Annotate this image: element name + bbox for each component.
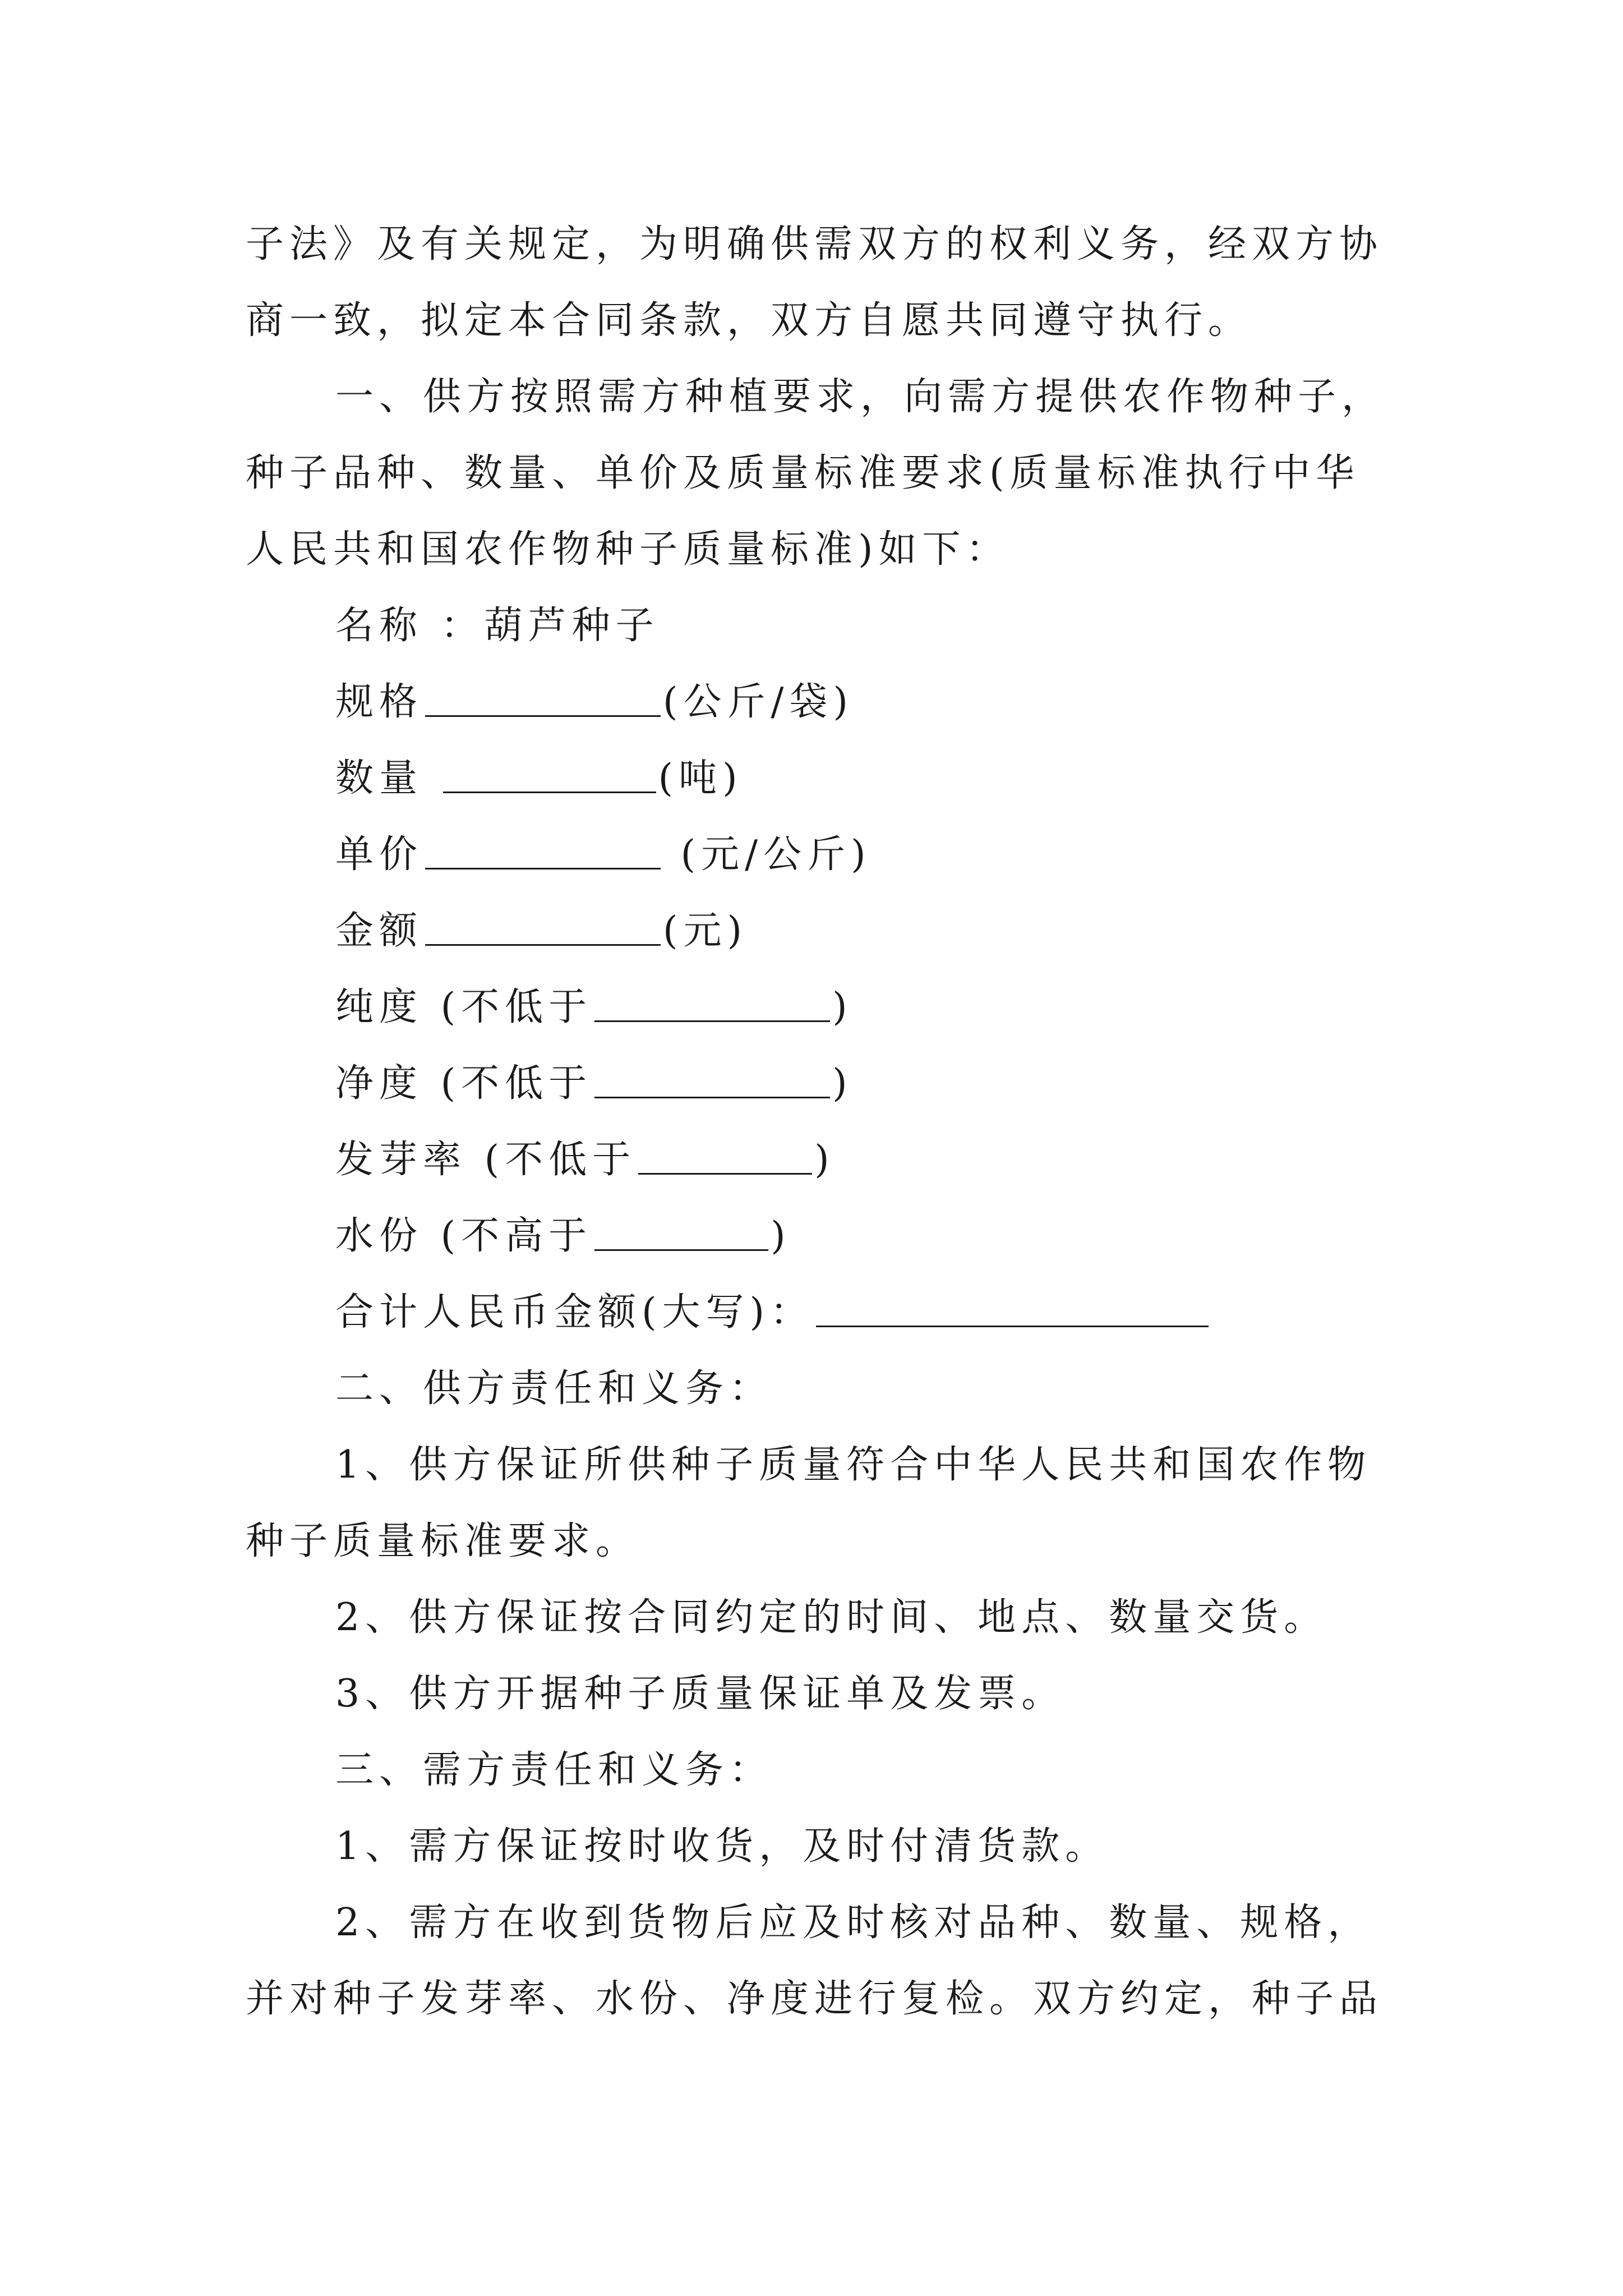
clause2-item1-line-2: 种子质量标准要求。 <box>246 1519 640 1563</box>
spec-blank-line <box>425 682 661 717</box>
field-moisture <box>335 1197 1479 1276</box>
field-purity-close: ) <box>832 985 853 1029</box>
field-germination <box>335 1121 1479 1199</box>
clause1-line-1: 一、供方按照需方种植要求，向需方提供农作物种子， <box>335 375 1386 419</box>
field-purity <box>335 968 1479 1047</box>
quantity-blank-line <box>443 758 656 793</box>
total-blank-line <box>816 1292 1209 1327</box>
field-quantity <box>335 739 1479 818</box>
clause2-heading: 二、供方责任和义务： <box>335 1366 773 1411</box>
purity-blank-line <box>594 987 830 1022</box>
field-germination-close: ) <box>814 1138 835 1182</box>
field-amount-unit: (元) <box>663 909 748 953</box>
field-moisture-close: ) <box>771 1214 791 1258</box>
field-purity-label: 纯度 (不低于 <box>335 985 593 1029</box>
clause2-item3: 3、供方开据种子质量保证单及发票。 <box>335 1672 1066 1716</box>
unit-price-blank-line <box>425 834 661 869</box>
clause1-line-2: 种子品种、数量、单价及质量标准要求(质量标准执行中华 <box>246 451 1360 495</box>
field-unit-price-unit: (元/公斤) <box>663 832 872 877</box>
field-spec-unit: (公斤/袋) <box>663 680 854 724</box>
field-quantity-unit: (吨) <box>658 756 743 800</box>
clause3-item2-line-1: 2、需方在收到货物后应及时核对品种、数量、规格， <box>335 1901 1372 1945</box>
clause3-heading: 三、需方责任和义务： <box>335 1748 773 1792</box>
field-unit-price-label: 单价 <box>335 832 423 877</box>
clause2-item1-line-1: 1、供方保证所供种子质量符合中华人民共和国农作物 <box>335 1443 1372 1487</box>
clause2-item2: 2、供方保证按合同约定的时间、地点、数量交货。 <box>335 1595 1328 1640</box>
field-quantity-label: 数量 <box>335 756 441 800</box>
field-moisture-label: 水份 (不高于 <box>335 1214 593 1258</box>
field-amount <box>335 892 1479 970</box>
intro-line-2: 商一致，拟定本合同条款，双方自愿共同遵守执行。 <box>246 298 1252 343</box>
field-germination-label: 发芽率 (不低于 <box>335 1138 637 1182</box>
clause3-item2-line-2: 并对种子发芽率、水份、净度进行复检。双方约定，种子品 <box>246 1977 1384 2021</box>
field-total <box>335 1273 1479 1352</box>
clause1-line-3: 人民共和国农作物种子质量标准)如下： <box>246 527 1010 572</box>
cleanliness-blank-line <box>594 1063 830 1098</box>
field-spec-label: 规格 <box>335 680 423 724</box>
field-total-label: 合计人民币金额(大写)： <box>335 1290 814 1335</box>
field-spec <box>335 663 1479 742</box>
clause3-item1: 1、需方保证按时收货，及时付清货款。 <box>335 1824 1109 1869</box>
intro-line-1: 子法》及有关规定，为明确供需双方的权利义务，经双方协 <box>246 222 1384 266</box>
amount-blank-line <box>425 910 661 946</box>
moisture-blank-line <box>594 1216 768 1251</box>
field-name: 名称 ：葫芦种子 <box>335 604 660 648</box>
field-unit-price <box>335 816 1479 894</box>
field-amount-label: 金额 <box>335 909 423 953</box>
germination-blank-line <box>638 1139 812 1175</box>
field-cleanliness-close: ) <box>832 1061 853 1106</box>
field-cleanliness <box>335 1045 1479 1123</box>
field-cleanliness-label: 净度 (不低于 <box>335 1061 593 1106</box>
